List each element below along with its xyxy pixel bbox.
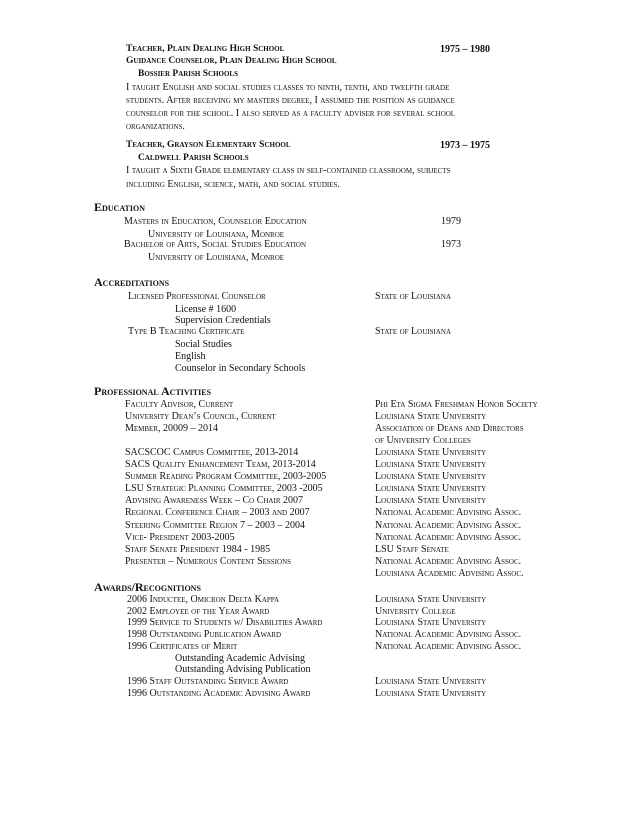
row-right: National Academic Advising Assoc. (375, 555, 522, 567)
degree-school: University of Louisiana, Monroe (148, 252, 285, 263)
row-right: Louisiana State University (375, 687, 487, 699)
row-right: National Academic Advising Assoc. (375, 519, 522, 531)
accreditation-org: State of Louisiana (375, 326, 451, 337)
row-right: Louisiana State University (375, 411, 487, 423)
row-left: Vice- President 2003-2005 (125, 531, 235, 543)
job-description-line: students. After receiving my masters degree, I assumed the position as guidance (126, 95, 455, 106)
row-right: Louisiana State University (375, 447, 487, 459)
job-dates: 1975 – 1980 (440, 44, 490, 55)
row-right: LSU Staff Senate (375, 543, 449, 555)
degree-name: Masters in Education, Counselor Education (124, 216, 307, 227)
row-left: Steering Committee Region 7 – 2003 – 2004 (125, 519, 306, 531)
job-title-2: Guidance Counselor, Plain Dealing High School (126, 56, 337, 66)
section-heading-education: Education (94, 200, 145, 214)
row-right: Louisiana State University (375, 471, 487, 483)
job-employer: Bossier Parish Schools (138, 69, 238, 79)
job-description-line: I taught a Sixth Grade elementary class in self-contained classroom, subjects (126, 165, 451, 176)
row-left: SACSCOC Campus Committee, 2013-2014 (125, 447, 299, 459)
row-left: SACS Quality Enhancement Team, 2013-2014 (125, 459, 316, 471)
accreditation-detail: English (175, 351, 206, 362)
row-left: Outstanding Academic Advising (175, 652, 305, 664)
row-left: Presenter – Numerous Content Sessions (125, 555, 292, 567)
job-description-line: counselor for the school. I also served as a faculty adviser for several school (126, 108, 456, 119)
row-left: University Dean’s Council, Current (125, 411, 276, 423)
row-right: Louisiana State University (375, 675, 487, 687)
accreditation-detail: Social Studies (175, 339, 232, 350)
row-left: LSU Strategic Planning Committee, 2003 -2005 (125, 483, 323, 495)
row-right: of University Colleges (375, 435, 471, 447)
row-right: Louisiana State University (375, 483, 487, 495)
row-right: National Academic Advising Assoc. (375, 629, 522, 641)
row-left: Faculty Advisor, Current (125, 399, 234, 410)
row-left: Regional Conference Chair – 2003 and 2007 (125, 507, 310, 519)
job-dates: 1973 – 1975 (440, 140, 490, 151)
accreditation-detail: Counselor in Secondary Schools (175, 363, 306, 374)
row-left: Summer Reading Program Committee, 2003-2005 (125, 471, 327, 483)
degree-year: 1979 (441, 216, 461, 227)
degree-year: 1973 (441, 239, 461, 250)
job-description-line: including English, science, math, and social studies. (126, 179, 340, 190)
row-right: National Academic Advising Assoc. (375, 531, 522, 543)
accreditation-detail: License # 1600 (175, 304, 237, 315)
row-right: Association of Deans and Directors (375, 423, 524, 435)
accreditation-org: State of Louisiana (375, 291, 451, 302)
degree-school: University of Louisiana, Monroe (148, 229, 285, 240)
row-right: Louisiana State University (375, 617, 487, 629)
row-left: Advising Awareness Week – Co Chair 2007 (125, 495, 303, 507)
row-left: Staff Senate President 1984 - 1985 (125, 543, 271, 555)
job-description-line: organizations. (126, 121, 185, 132)
row-right: Louisiana State University (375, 594, 487, 605)
row-right: Phi Eta Sigma Freshman Honor Society (375, 399, 538, 410)
row-left: Outstanding Advising Publication (175, 664, 311, 676)
row-right: Louisiana State University (375, 495, 487, 507)
job-title: Teacher, Grayson Elementary School (126, 140, 291, 150)
row-left: 1999 Service to Students w/ Disabilities Award (127, 617, 323, 629)
row-left: 1996 Outstanding Academic Advising Award (127, 687, 311, 699)
degree-name: Bachelor of Arts, Social Studies Education (124, 239, 307, 250)
row-left: 1996 Staff Outstanding Service Award (127, 675, 289, 687)
row-right: National Academic Advising Assoc. (375, 507, 522, 519)
row-left: 1998 Outstanding Publication Award (127, 629, 282, 641)
row-left: 2006 Inductee, Omicron Delta Kappa (127, 594, 280, 605)
row-left: Member, 20009 – 2014 (125, 423, 219, 435)
row-right: Louisiana Academic Advising Assoc. (375, 567, 524, 579)
row-left: 2002 Employee of the Year Award (127, 605, 270, 617)
accreditation-detail: Supervision Credentials (175, 315, 271, 326)
job-description-line: I taught English and social studies classes to ninth, tenth, and twelfth grade (126, 82, 450, 93)
row-right: Louisiana State University (375, 459, 487, 471)
accreditation-title: Type B Teaching Certificate (128, 326, 245, 337)
section-heading-accreditations: Accreditations (94, 275, 170, 289)
section-heading-activities: Professional Activities (94, 384, 212, 398)
accreditation-title: Licensed Professional Counselor (128, 291, 266, 302)
job-employer: Caldwell Parish Schools (138, 153, 249, 163)
job-title: Teacher, Plain Dealing High School (126, 44, 285, 54)
row-left: 1996 Certificates of Merit (127, 640, 238, 652)
section-heading-awards: Awards/Recognitions (94, 580, 201, 594)
row-right: National Academic Advising Assoc. (375, 640, 522, 652)
row-right: University College (375, 605, 456, 617)
